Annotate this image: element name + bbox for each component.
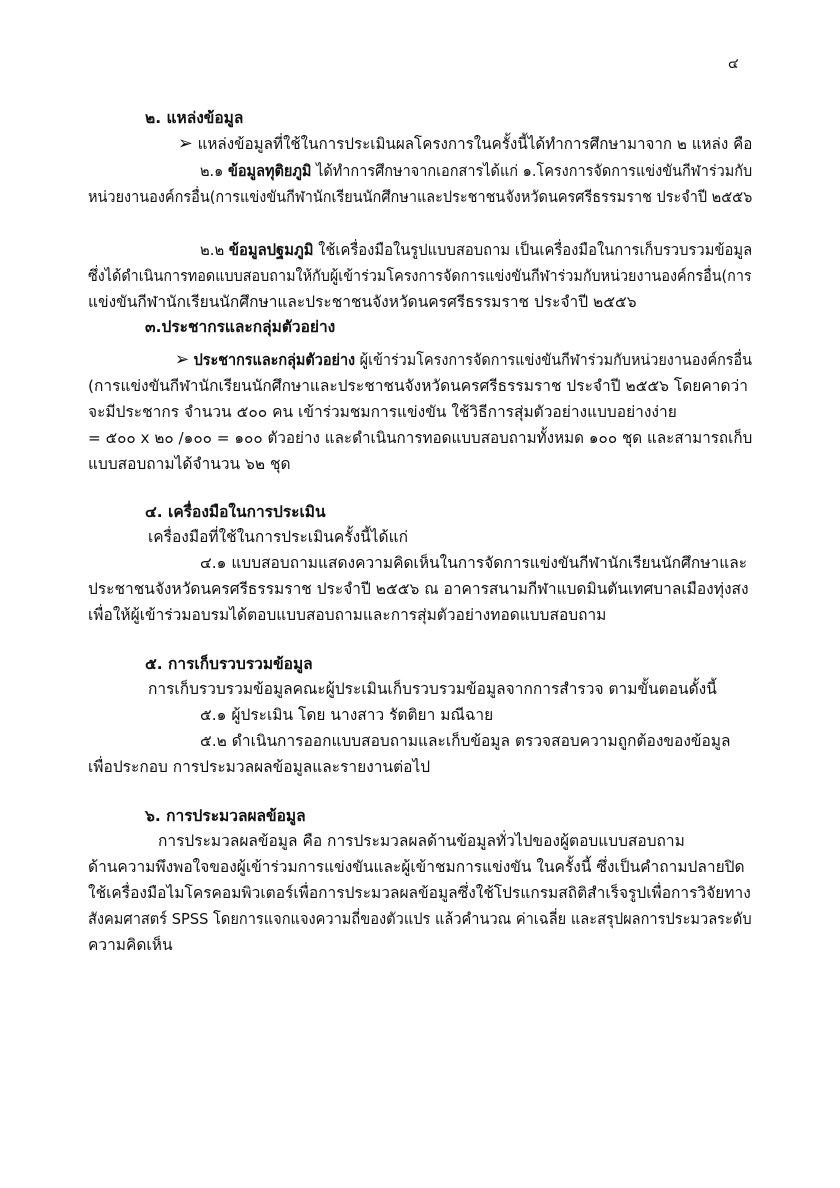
- section-5-intro: การเก็บรวบรวมข้อมูลคณะผู้ประเมินเก็บรวบรวมข้อมูลจากการสำรวจ ตามขั้นตอนดั้งนี้: [148, 680, 717, 698]
- para-4-1-line-1: ๔.๑ แบบสอบถามแสดงความคิดเห็นในการจัดการแข่งขันกีฬานักเรียนนักศึกษาและ: [200, 554, 748, 572]
- para-2-2-label: ๒.๒: [200, 241, 225, 259]
- section-3-line-1: [175, 350, 752, 370]
- para-2-1-line-1: [200, 161, 752, 181]
- para-2-2-line-3: แข่งขันกีฬานักเรียนนักศึกษาและประชาชนจังหวัดนครศรีธรรมราช ประจำปี ๒๕๕๖: [88, 293, 637, 311]
- para-2-2-line-1: [200, 240, 752, 260]
- para-4-1-line-3: เพื่อให้ผู้เข้าร่วมอบรมได้ตอบแบบสอบถามและการสุ่มตัวอย่างทอดแบบสอบถาม: [88, 606, 607, 624]
- section-4-heading: ๔. เครื่องมือในการประเมิน: [145, 503, 326, 521]
- section-2-heading: ๒. แหล่งข้อมูล: [145, 109, 244, 127]
- section-3-heading: ๓.ประชากรและกลุ่มตัวอย่าง: [145, 318, 336, 336]
- section-2-arrow-line: [178, 134, 752, 154]
- para-2-1-rest: ได้ทำการศึกษาจากเอกสารได้แก่ ๑.โครงการจัดการแข่งขันกีฬาร่วมกับ: [316, 162, 753, 180]
- para-2-1-bold: ข้อมูลทุติยภูมิ: [227, 162, 312, 180]
- section-6-line-4: สังคมศาสตร์ SPSS โดยการแจกแจงความถี่ของตัวแปร แล้วคำนวณ ค่าเฉลี่ย และสรุปผลการประมวลระดับ: [88, 910, 752, 928]
- section-3-line-2: (การแข่งขันกีฬานักเรียนนักศึกษาและประชาชนจังหวัดนครศรีธรรมราช ประจำปี ๒๕๕๖ โดยคาดว่า: [88, 377, 748, 395]
- para-2-1-label: ๒.๑: [200, 162, 224, 180]
- section-5-heading: ๕. การเก็บรวบรวมข้อมูล: [145, 655, 313, 673]
- para-4-1-line-2: ประชาชนจังหวัดนครศรีธรรมราช ประจำปี ๒๕๕๖ ณ อาคารสนามกีฬาแบดมินตันเทศบาลเมืองทุ่งสง: [88, 580, 749, 598]
- section-2-arrow-text: แหล่งข้อมูลที่ใช้ในการประเมินผลโครงการในครั้งนี้ได้ทำการศึกษามาจาก ๒ แหล่ง คือ: [197, 135, 753, 153]
- para-2-2-line-2: ซึ่งได้ดำเนินการทอดแบบสอบถามให้กับผู้เข้าร่วมโครงการจัดการแข่งขันกีฬาร่วมกับหน่วยงานองค์กรอื่น(การ: [88, 267, 752, 285]
- section-6-line-1: การประมวลผลข้อมูล คือ การประมวลผลด้านข้อมูลทั่วไปของผู้ตอบแบบสอบถาม: [158, 832, 685, 850]
- section-3-line-3: จะมีประชากร จำนวน ๕๐๐ คน เข้าร่วมชมการแข่งขัน ใช้วิธีการสุ่มตัวอย่างแบบอย่างง่าย: [88, 403, 677, 421]
- section-6-line-3: ใช้เครื่องมือไมโครคอมพิวเตอร์เพื่อการประมวลผลข้อมูลซึ่งใช้โปรแกรมสถิติสำเร็จรูปเพื่อการวิจัยทาง: [88, 884, 751, 902]
- para-5-2-line-1: ๕.๒ ดำเนินการออกแบบสอบถามและเก็บข้อมูล ตรวจสอบความถูกต้องของข้อมูล: [200, 732, 731, 750]
- section-3-line-5: แบบสอบถามได้จำนวน ๖๒ ชุด: [88, 455, 291, 473]
- arrow-bullet-icon: ➢: [178, 133, 193, 154]
- section-3-line-1-rest: ผู้เข้าร่วมโครงการจัดการแข่งขันกีฬาร่วมกับหน่วยงานองค์กรอื่น: [359, 351, 753, 369]
- para-2-2-rest: ใช้เครื่องมือในรูปแบบสอบถาม เป็นเครื่องมือในการเก็บรวบรวมข้อมูล: [318, 241, 753, 259]
- page-number: ๔: [728, 56, 739, 72]
- section-4-intro: เครื่องมือที่ใช้ในการประเมินครั้งนี้ได้แก่: [148, 528, 408, 546]
- section-3-line-4: = ๕๐๐ x ๒๐ /๑๐๐ = ๑๐๐ ตัวอย่าง และดำเนินการทอดแบบสอบถามทั้งหมด ๑๐๐ ชุด และสามารถเก็บ: [88, 429, 753, 447]
- section-3-bold-lead: ประชากรและกลุ่มตัวอย่าง: [193, 351, 356, 369]
- para-2-1-line-2: หน่วยงานองค์กรอื่น(การแข่งขันกีฬานักเรียนนักศึกษาและประชาชนจังหวัดนครศรีธรรมราช ประจำปี ๒๕๕๖: [88, 188, 753, 206]
- para-2-2-bold: ข้อมูลปฐมภูมิ: [228, 241, 314, 259]
- arrow-bullet-icon: ➢: [175, 349, 190, 370]
- section-6-line-5: ความคิดเห็น: [88, 936, 173, 954]
- para-5-1: ๕.๑ ผู้ประเมิน โดย นางสาว รัตติยา มณีฉาย: [200, 706, 494, 724]
- section-6-heading: ๖. การประมวลผลข้อมูล: [145, 807, 306, 825]
- para-5-2-line-2: เพื่อประกอบ การประมวลผลข้อมูลและรายงานต่อไป: [88, 758, 431, 776]
- section-6-line-2: ด้านความพึงพอใจของผู้เข้าร่วมการแข่งขันและผู้เข้าชมการแข่งขัน ในครั้งนี้ ซึ่งเป็นคำถามปลายปิด: [88, 858, 745, 876]
